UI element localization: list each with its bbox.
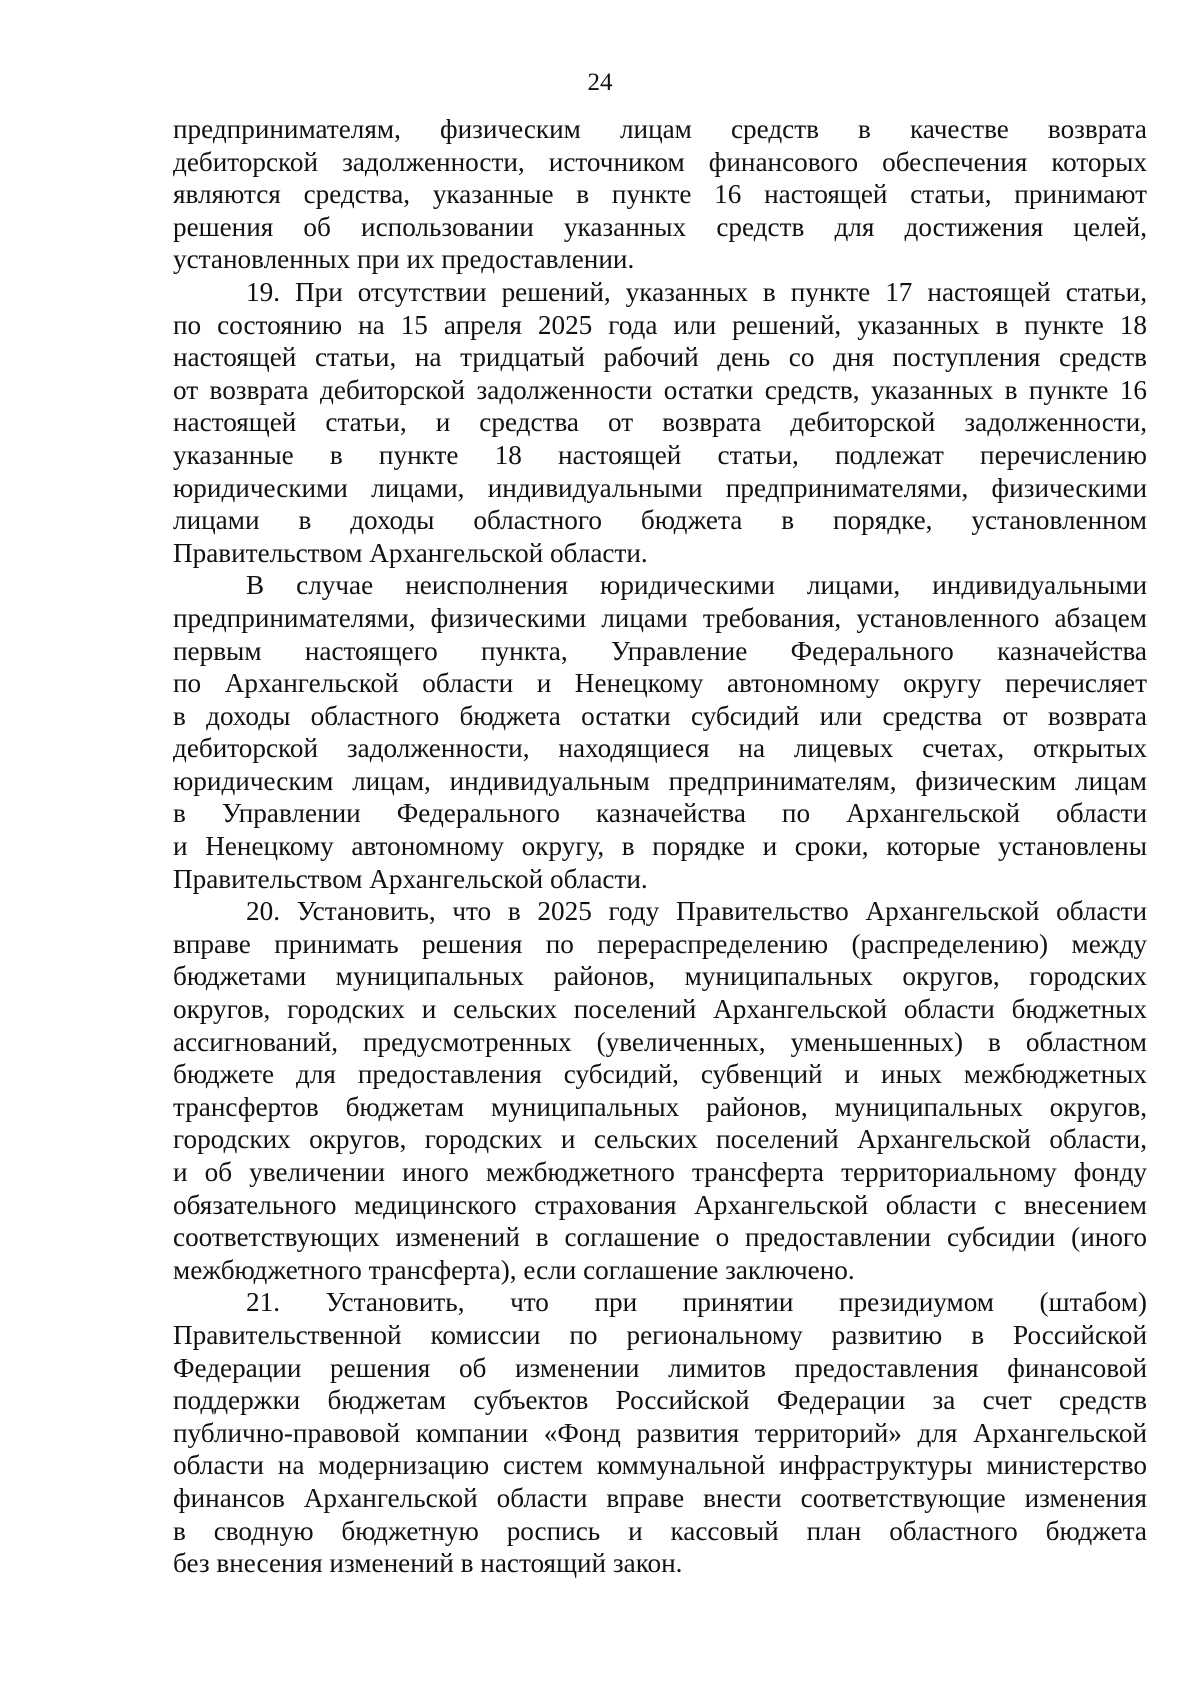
text-line: ассигнований, предусмотренных (увеличенных, уменьшенных) в областном — [173, 1026, 1147, 1057]
text-line: Федерации решения об изменении лимитов предоставления финансовой — [173, 1352, 1147, 1383]
text-line: В случае неисполнения юридическими лицами, индивидуальными — [246, 570, 1147, 601]
document-body — [173, 113, 1147, 1580]
text-line: по состоянию на 15 апреля 2025 года или решений, указанных в пункте 18 — [173, 309, 1147, 340]
text-line: Правительством Архангельской области. — [173, 863, 648, 894]
paragraph-21 — [173, 1286, 1147, 1579]
text-line: области на модернизацию систем коммунальной инфраструктуры министерство — [173, 1450, 1147, 1481]
text-line: в Управлении Федерального казначейства по Архангельской области — [173, 798, 1147, 829]
text-line: решения об использовании указанных средств для достижения целей, — [173, 211, 1147, 242]
text-line: в доходы областного бюджета остатки субсидий или средства от возврата — [173, 700, 1147, 731]
text-line: в сводную бюджетную роспись и кассовый план областного бюджета — [173, 1515, 1147, 1546]
text-line: 20. Установить, что в 2025 году Правительство Архангельской области — [246, 896, 1147, 927]
text-line: дебиторской задолженности, находящиеся на лицевых счетах, открытых — [173, 733, 1147, 764]
text-line: дебиторской задолженности, источником финансового обеспечения которых — [173, 146, 1147, 177]
paragraph-20 — [173, 895, 1147, 1286]
text-line: Правительством Архангельской области. — [173, 537, 648, 568]
text-line: поддержки бюджетам субъектов Российской Федерации за счет средств — [173, 1385, 1147, 1416]
page-number: 24 — [587, 69, 613, 96]
text-line: являются средства, указанные в пункте 16 настоящей статьи, принимают — [173, 179, 1147, 210]
text-line: соответствующих изменений в соглашение о предоставлении субсидии (иного — [173, 1222, 1147, 1253]
text-line: первым настоящего пункта, Управление Федерального казначейства — [173, 635, 1147, 666]
text-line: предпринимателям, физическим лицам средств в качестве возврата — [173, 114, 1147, 144]
text-line: и Ненецкому автономному округу, в порядке и сроки, которые установлены — [173, 831, 1147, 862]
text-line: указанные в пункте 18 настоящей статьи, подлежат перечислению — [173, 439, 1147, 470]
text-line: от возврата дебиторской задолженности остатки средств, указанных в пункте 16 — [173, 374, 1147, 405]
text-line: вправе принимать решения по перераспределению (распределению) между — [173, 928, 1147, 959]
text-line: установленных при их предоставлении. — [173, 244, 635, 275]
text-line: городских округов, городских и сельских поселений Архангельской области, — [173, 1124, 1147, 1155]
text-line: 21. Установить, что при принятии президиумом (штабом) — [246, 1287, 1147, 1318]
text-line: юридическим лицам, индивидуальным предпринимателям, физическим лицам — [173, 765, 1147, 796]
text-line: обязательного медицинского страхования Архангельской области с внесением — [173, 1189, 1147, 1220]
text-line: Правительственной комиссии по региональному развитию в Российской — [173, 1319, 1147, 1350]
text-line: межбюджетного трансферта), если соглашение заключено. — [173, 1254, 855, 1285]
text-line: по Архангельской области и Ненецкому автономному округу перечисляет — [173, 668, 1147, 699]
text-line: без внесения изменений в настоящий закон. — [173, 1548, 683, 1579]
text-line: лицами в доходы областного бюджета в порядке, установленном — [173, 505, 1147, 536]
paragraph-continuation — [173, 113, 1147, 276]
text-line: публично-правовой компании «Фонд развития территорий» для Архангельской — [173, 1417, 1147, 1448]
paragraph-19 — [173, 276, 1147, 569]
text-line: округов, городских и сельских поселений Архангельской области бюджетных — [173, 994, 1147, 1025]
paragraph-19-2 — [173, 569, 1147, 895]
text-line: бюджете для предоставления субсидий, субвенций и иных межбюджетных — [173, 1059, 1147, 1090]
text-line: предпринимателями, физическими лицами требования, установленного абзацем — [173, 602, 1147, 633]
text-line: настоящей статьи, и средства от возврата дебиторской задолженности, — [173, 407, 1147, 438]
text-line: настоящей статьи, на тридцатый рабочий день со дня поступления средств — [173, 342, 1147, 373]
text-line: трансфертов бюджетам муниципальных районов, муниципальных округов, — [173, 1091, 1147, 1122]
text-line: бюджетами муниципальных районов, муниципальных округов, городских — [173, 961, 1147, 992]
text-line: финансов Архангельской области вправе внести соответствующие изменения — [173, 1482, 1147, 1513]
text-line: юридическими лицами, индивидуальными предпринимателями, физическими — [173, 472, 1147, 503]
text-line: и об увеличении иного межбюджетного трансферта территориальному фонду — [173, 1157, 1147, 1187]
text-line: 19. При отсутствии решений, указанных в пункте 17 настоящей статьи, — [246, 276, 1147, 307]
